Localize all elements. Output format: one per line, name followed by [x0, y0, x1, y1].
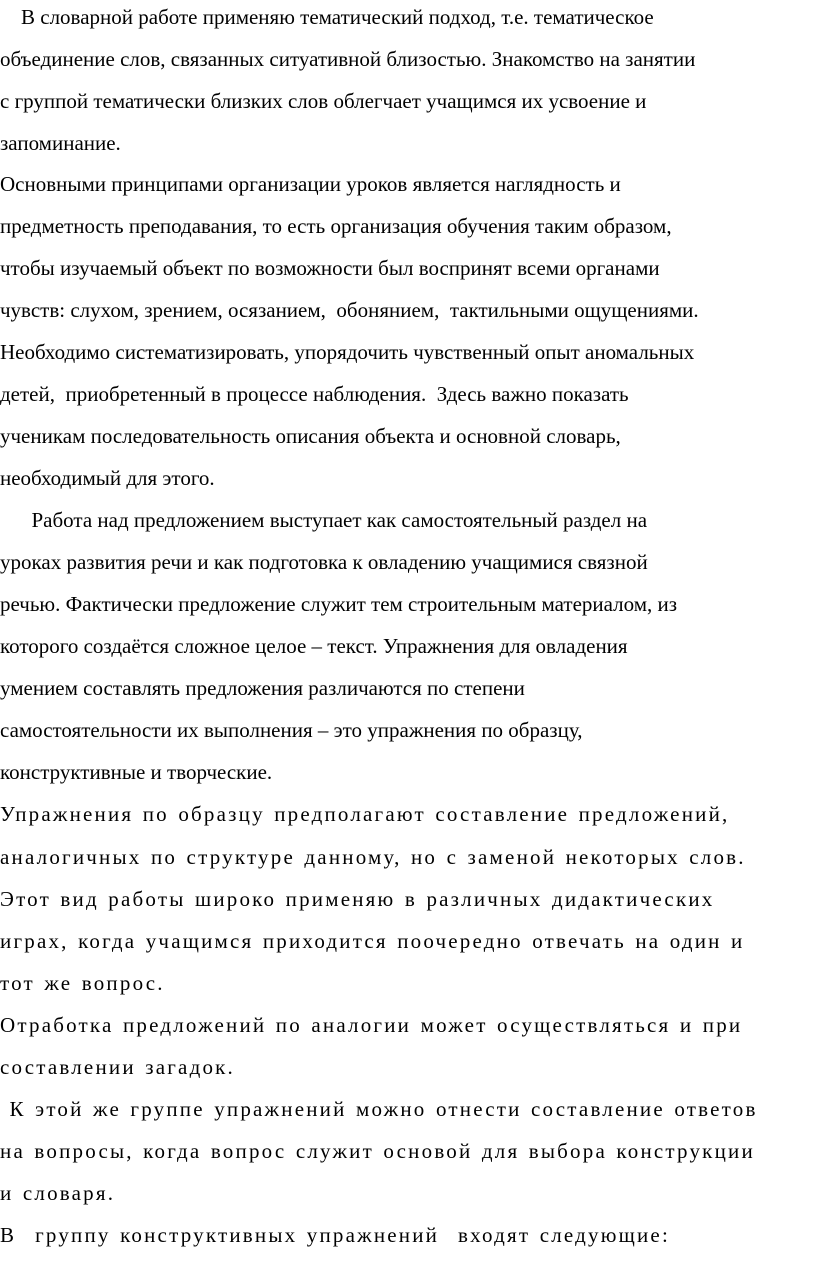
text-line: тот же вопрос. — [0, 971, 165, 995]
text-line: уроках развития речи и как подготовка к овладению учащимися связной — [0, 550, 648, 574]
text-line: конструктивные и творческие. — [0, 760, 273, 784]
text-line: предметность преподавания, то есть организация обучения таким образом, — [0, 214, 672, 238]
text-line: Отработка предложений по аналогии может осуществляться и при — [0, 1013, 743, 1037]
text-line: умением составлять предложения различаются по степени — [0, 676, 525, 700]
text-line: детей, приобретенный в процессе наблюдения. Здесь важно показать — [0, 382, 629, 406]
text-line: с группой тематически близких слов облегчает учащимся их усвоение и — [0, 89, 647, 113]
text-line: К этой же группе упражнений можно отнести составление ответов — [0, 1097, 758, 1121]
text-line: ученикам последовательность описания объекта и основной словарь, — [0, 424, 621, 448]
text-line: составлении загадок. — [0, 1055, 236, 1079]
text-line: самостоятельности их выполнения – это упражнения по образцу, — [0, 718, 583, 742]
text-line: чувств: слухом, зрением, осязанием, обонянием, тактильными ощущениями. — [0, 298, 699, 322]
text-line: речью. Фактически предложение служит тем строительным материалом, из — [0, 592, 678, 616]
text-line: аналогичных по структуре данному, но с заменой некоторых слов. — [0, 845, 746, 869]
text-line: необходимый для этого. — [0, 466, 215, 490]
text-line: запоминание. — [0, 131, 121, 155]
text-line: объединение слов, связанных ситуативной близостью. Знакомство на занятии — [0, 47, 696, 71]
text-line: Упражнения по образцу предполагают составление предложений, — [0, 802, 730, 826]
text-line: на вопросы, когда вопрос служит основой для выбора конструкции — [0, 1139, 755, 1163]
text-line: В группу конструктивных упражнений входят следующие: — [0, 1223, 670, 1247]
text-line: чтобы изучаемый объект по возможности был воспринят всеми органами — [0, 256, 660, 280]
text-line: Этот вид работы широко применяю в различных дидактических — [0, 887, 715, 911]
text-line: В словарной работе применяю тематический подход, т.е. тематическое — [0, 5, 654, 29]
text-line: Работа над предложением выступает как самостоятельный раздел на — [0, 508, 648, 532]
text-line: Необходимо систематизировать, упорядочить чувственный опыт аномальных — [0, 340, 695, 364]
text-line: и словаря. — [0, 1181, 116, 1205]
text-line: которого создаётся сложное целое – текст. Упражнения для овладения — [0, 634, 628, 658]
text-line: Основными принципами организации уроков является наглядность и — [0, 172, 621, 196]
text-line: играх, когда учащимся приходится поочередно отвечать на один и — [0, 929, 745, 953]
